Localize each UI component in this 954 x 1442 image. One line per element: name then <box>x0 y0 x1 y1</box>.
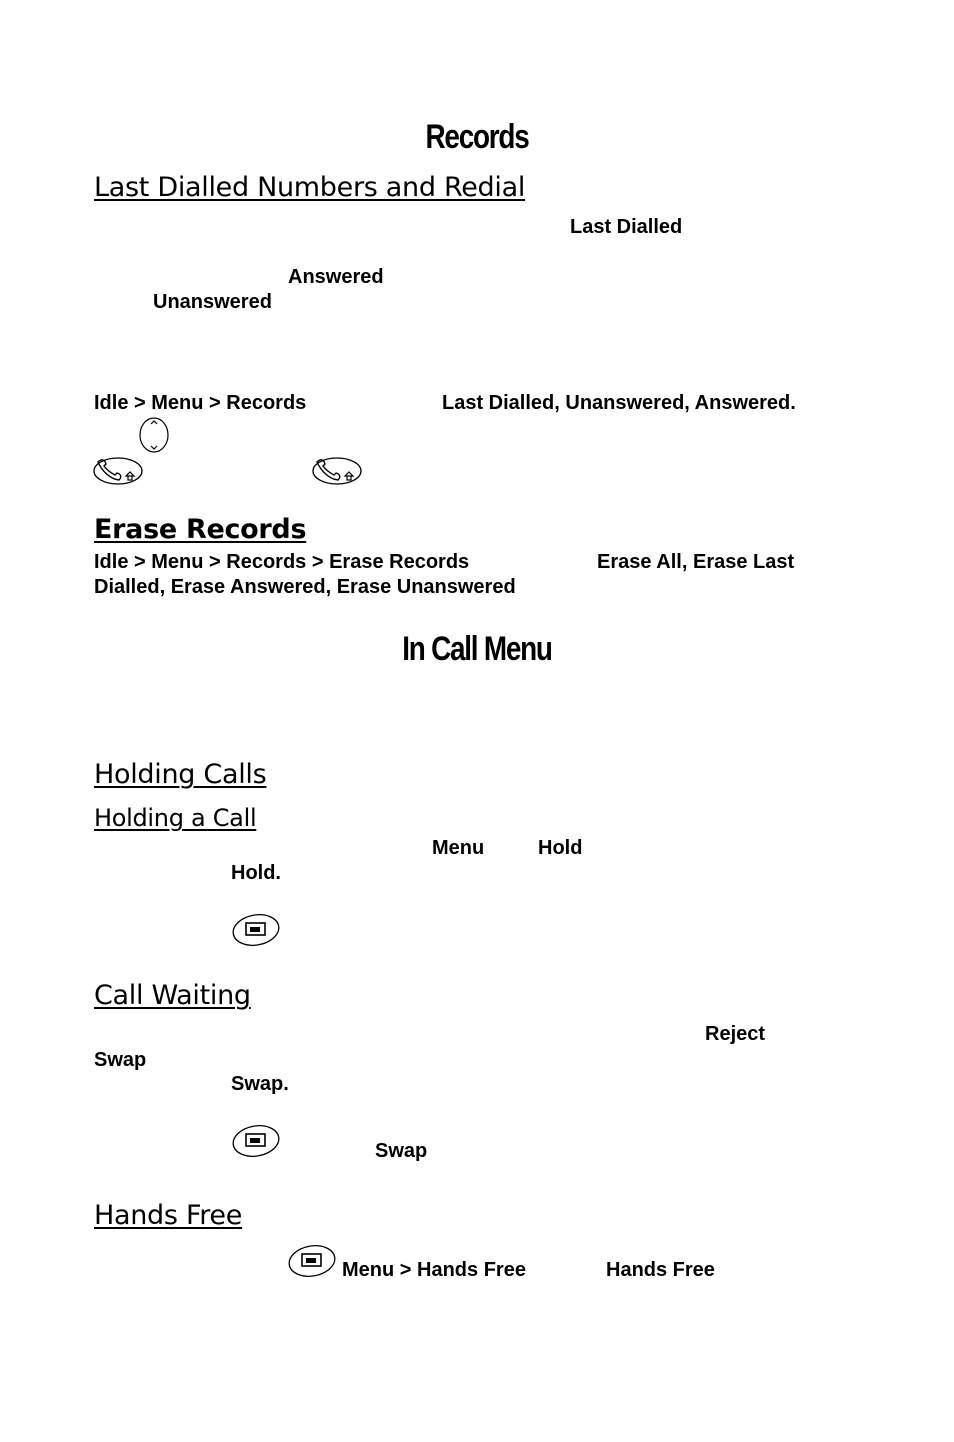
hands-free-menu-path: Menu > Hands Free <box>342 1259 526 1281</box>
last-dialled-heading: Last Dialled Numbers and Redial <box>94 172 526 203</box>
erase-records-options-line1: Erase All, Erase Last <box>597 551 795 573</box>
records-menu-path: Idle > Menu > Records <box>94 392 307 414</box>
call-key-icon <box>92 455 144 487</box>
text-reject: Reject <box>705 1023 766 1045</box>
hands-free-heading: Hands Free <box>94 1200 243 1231</box>
erase-records-options-line2: Dialled, Erase Answered, Erase Unanswered <box>94 576 516 598</box>
holding-calls-heading: Holding Calls <box>94 759 267 790</box>
call-waiting-heading: Call Waiting <box>94 980 251 1011</box>
text-swap-2: Swap <box>375 1140 428 1162</box>
text-swap: Swap <box>94 1049 147 1071</box>
text-answered: Answered <box>288 266 384 288</box>
text-hold-dot: Hold. <box>231 862 281 884</box>
text-hold: Hold <box>538 837 583 859</box>
text-last-dialled: Last Dialled <box>570 216 683 238</box>
erase-records-heading: Erase Records <box>94 514 307 545</box>
in-call-menu-title: In Call Menu <box>402 630 552 668</box>
text-hands-free: Hands Free <box>606 1259 715 1281</box>
menu-key-icon <box>287 1243 337 1279</box>
call-key-icon <box>311 455 363 487</box>
records-options: Last Dialled, Unanswered, Answered. <box>442 392 796 414</box>
navigation-key-icon <box>137 416 171 454</box>
text-unanswered: Unanswered <box>153 291 272 313</box>
holding-a-call-heading: Holding a Call <box>94 804 257 832</box>
menu-key-icon <box>231 912 281 948</box>
text-swap-dot: Swap. <box>231 1073 289 1095</box>
text-menu: Menu <box>432 837 485 859</box>
menu-key-icon <box>231 1123 281 1159</box>
records-title: Records <box>425 118 529 156</box>
erase-records-path: Idle > Menu > Records > Erase Records <box>94 551 470 573</box>
